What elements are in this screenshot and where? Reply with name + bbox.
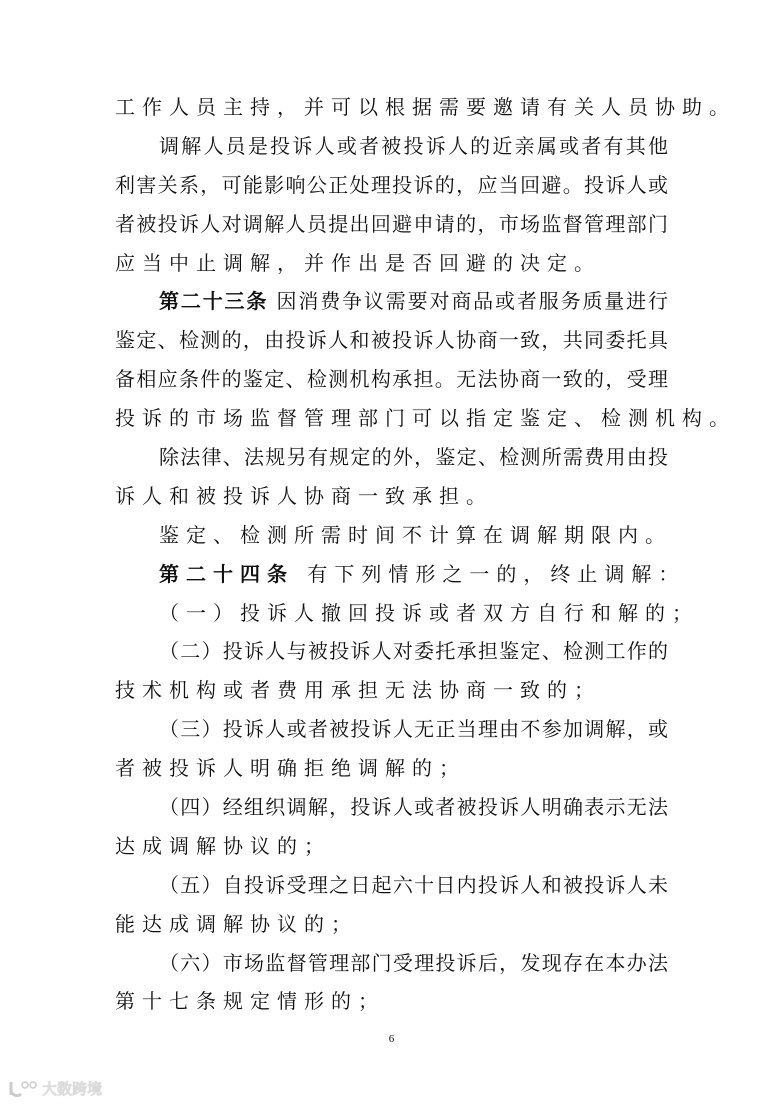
text-line [115, 788, 668, 827]
line-text: （三）投诉人或者被投诉人无正当理由不参加调解，或 [159, 717, 668, 742]
article-heading-line [115, 282, 668, 321]
line-text: 除法律、法规另有规定的外，鉴定、检测所需费用由投 [159, 445, 668, 470]
text-line [115, 749, 668, 788]
line-text: 能达成调解协议的； [115, 911, 358, 936]
text-line [115, 671, 668, 710]
text-line [115, 127, 668, 166]
text-line [115, 321, 668, 360]
line-text: 第十七条规定情形的； [115, 989, 385, 1014]
line-text: 鉴定、检测所需时间不计算在调解期限内。 [159, 522, 672, 547]
watermark-text: 大数跨境 [42, 1080, 103, 1098]
line-text: 鉴定、检测的，由投诉人和被投诉人协商一致，共同委托具 [115, 328, 668, 353]
text-line [115, 477, 668, 516]
line-text: 利害关系，可能影响公正处理投诉的，应当回避。投诉人或 [115, 172, 668, 197]
text-line [115, 166, 668, 205]
line-text: （四）经组织调解，投诉人或者被投诉人明确表示无法 [159, 795, 668, 820]
text-line [115, 205, 668, 244]
line-text: 应当中止调解，并作出是否回避的决定。 [115, 250, 601, 275]
article-number: 第二十三条 [159, 289, 269, 314]
line-text: 工作人员主持，并可以根据需要邀请有关人员协助。 [115, 95, 736, 119]
text-line [115, 866, 668, 905]
line-text: 因消费争议需要对商品或者服务质量进行 [268, 289, 669, 314]
article-heading-line [115, 555, 686, 594]
line-text: 有下列情形之一的，终止调解： [294, 561, 686, 586]
line-text: 诉人和被投诉人协商一致承担。 [115, 483, 493, 508]
text-line [115, 944, 668, 983]
page-number: 6 [388, 1033, 395, 1045]
text-line [115, 516, 672, 555]
text-line [115, 594, 699, 633]
line-text: 者被投诉人对调解人员提出回避申请的，市场监督管理部门 [115, 211, 668, 236]
line-text: （五）自投诉受理之日起六十日内投诉人和被投诉人未 [159, 872, 668, 897]
article-number: 第二十四条 [159, 561, 294, 586]
text-line [115, 399, 736, 438]
line-text: 技术机构或者费用承担无法协商一致的； [115, 678, 601, 703]
text-line [115, 827, 668, 866]
watermark-logo [8, 1078, 102, 1099]
line-text: 达成调解协议的； [115, 833, 331, 858]
line-text: 者被投诉人明确拒绝调解的； [115, 756, 466, 781]
text-line [115, 244, 668, 283]
document-body [115, 88, 736, 1021]
line-text: 调解人员是投诉人或者被投诉人的近亲属或者有其他 [159, 133, 668, 158]
text-line [115, 982, 668, 1021]
line-text: （一）投诉人撤回投诉或者双方自行和解的； [159, 600, 699, 625]
line-text: 投诉的市场监督管理部门可以指定鉴定、检测机构。 [115, 406, 736, 431]
text-line [115, 710, 668, 749]
text-line [115, 905, 668, 944]
text-line [115, 88, 736, 127]
text-line [115, 632, 668, 671]
text-line [115, 360, 668, 399]
line-text: （六）市场监督管理部门受理投诉后，发现存在本办法 [159, 950, 668, 975]
text-line [115, 438, 668, 477]
line-text: （二）投诉人与被投诉人对委托承担鉴定、检测工作的 [159, 639, 668, 664]
line-text: 备相应条件的鉴定、检测机构承担。无法协商一致的，受理 [115, 367, 668, 392]
watermark-icon [8, 1080, 38, 1098]
